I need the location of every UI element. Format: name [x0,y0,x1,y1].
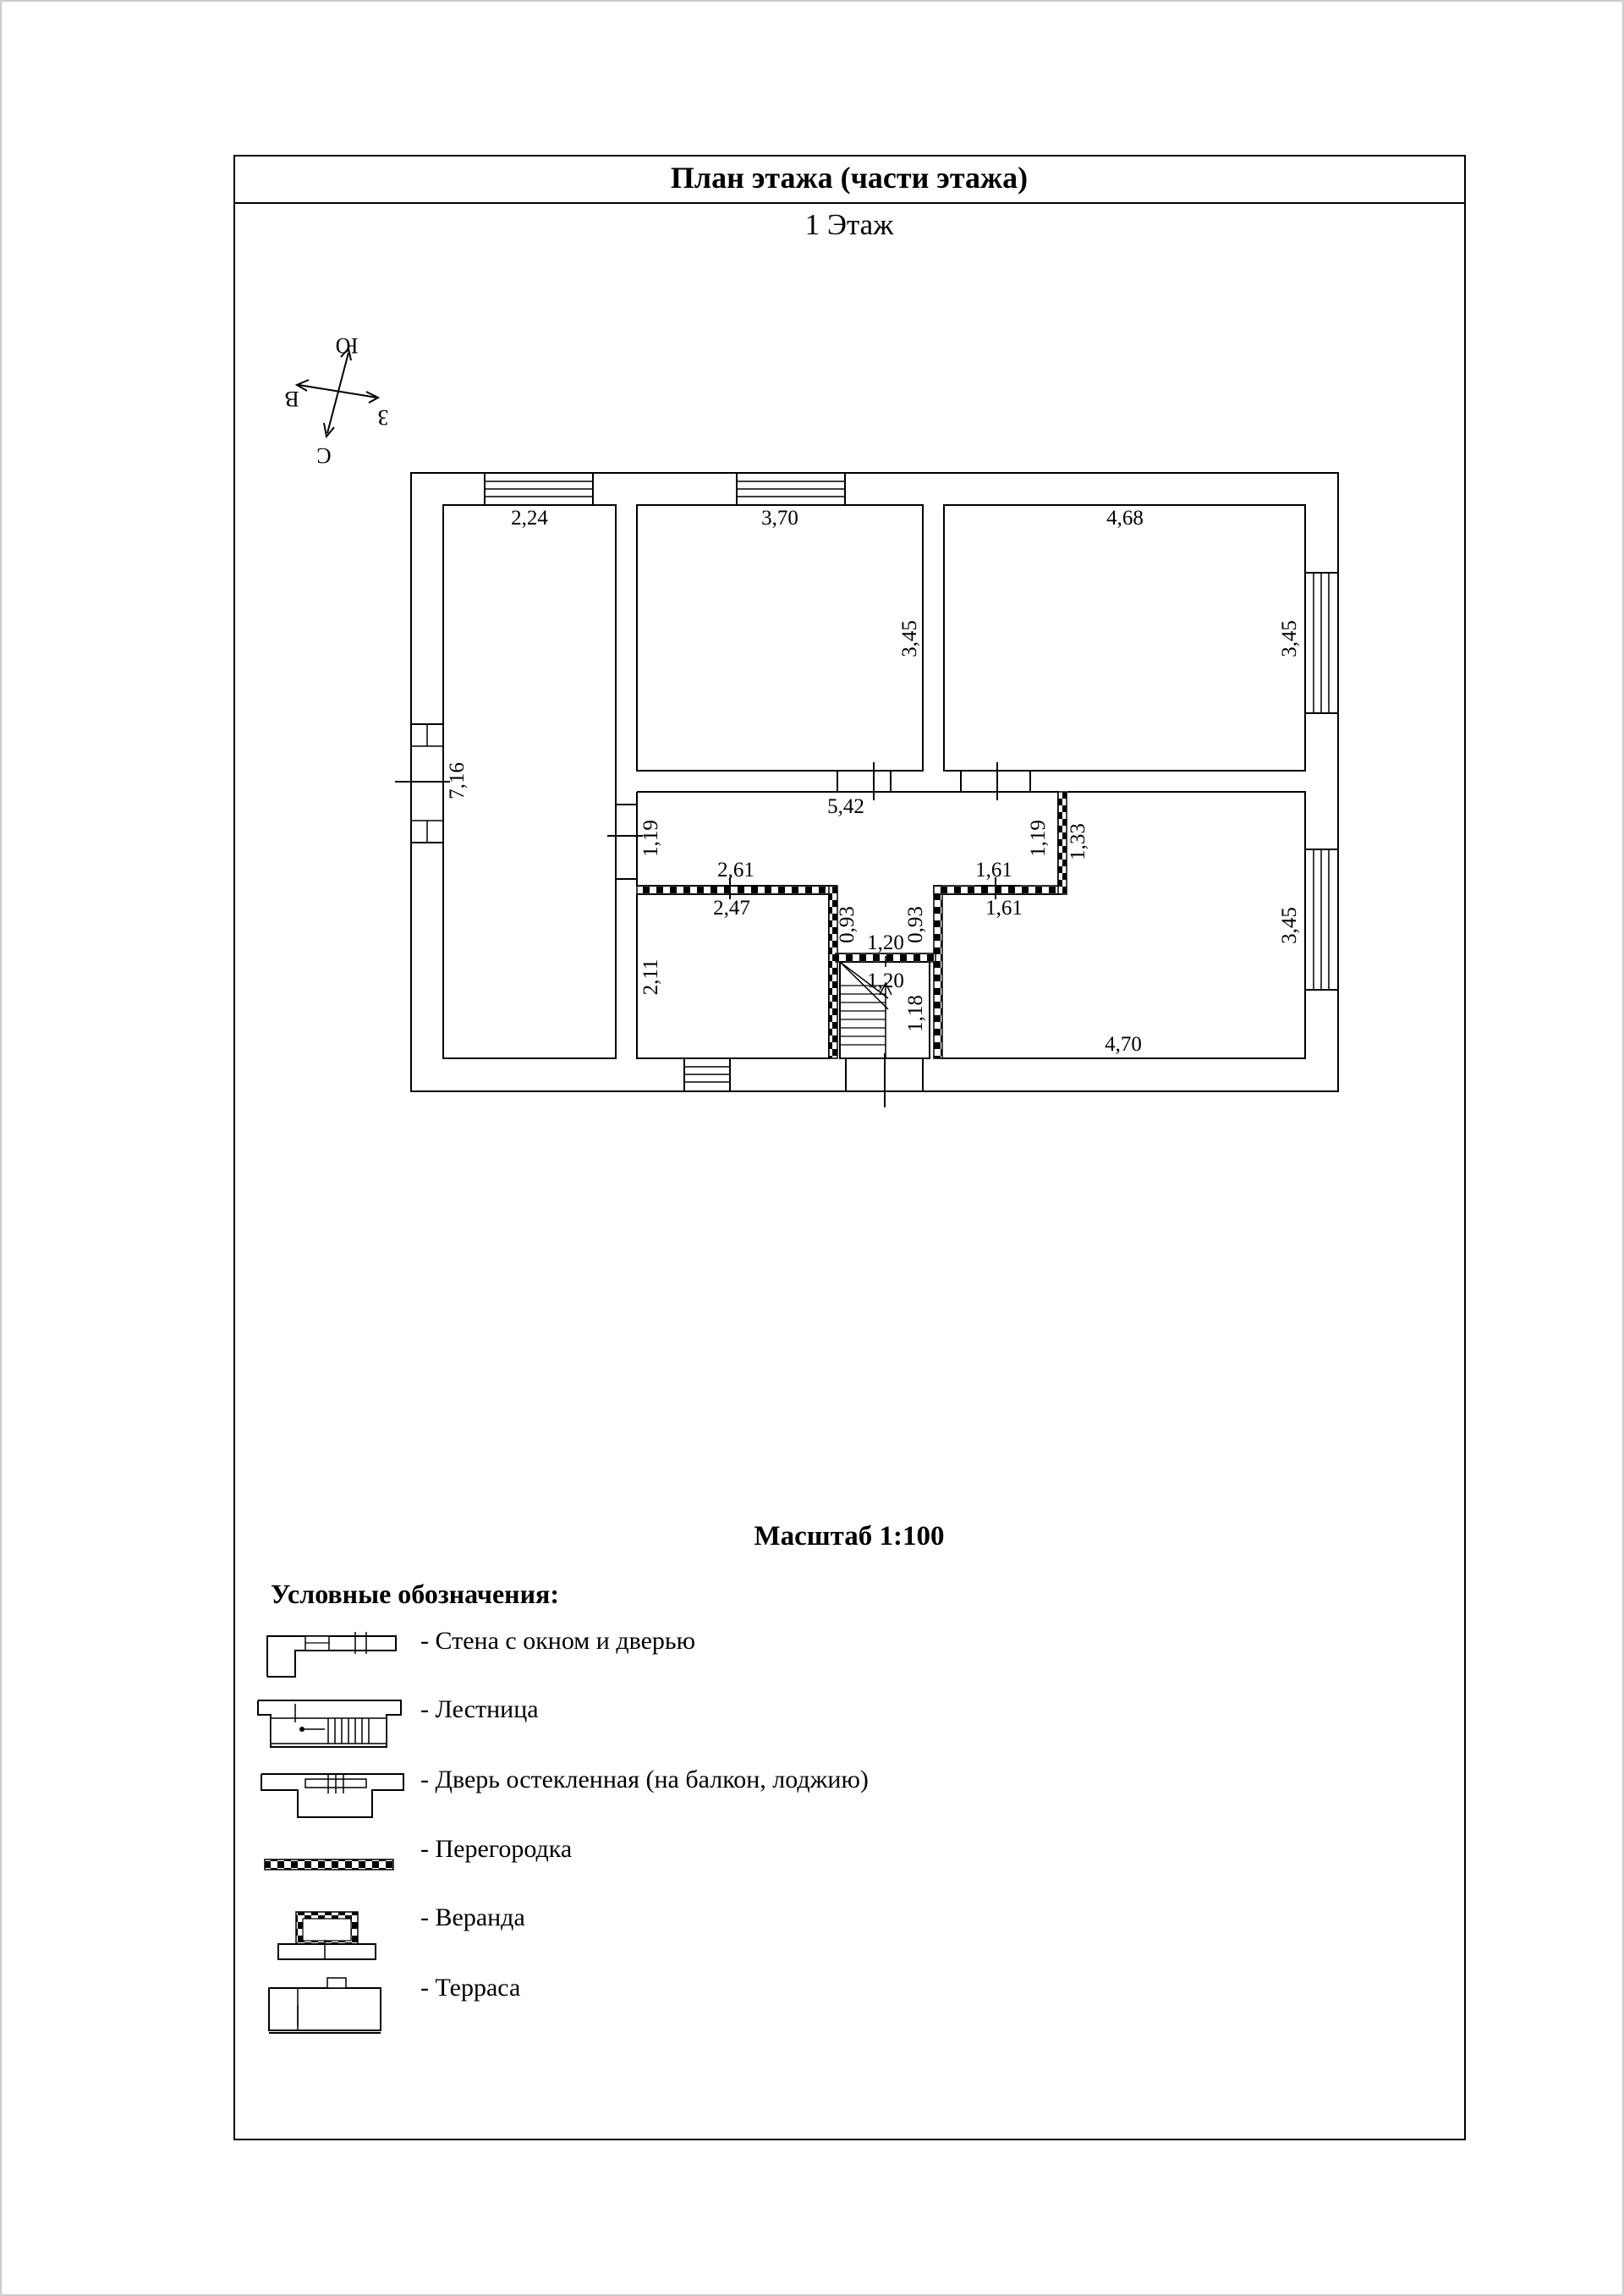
dim-partition-left: 2,61 [717,859,754,882]
legend-heading: Условные обозначения: [271,1579,559,1609]
glazed-door-icon [261,1773,403,1817]
legend-item [265,1835,572,1870]
window-top-1 [485,473,593,505]
building-plan [395,473,1338,1107]
legend-item [269,1974,520,2033]
room-1 [443,505,616,1058]
compass-south: Ю [335,333,359,358]
dim-hall-left-depth: 1,19 [639,820,662,857]
dim-stair-right: 0,93 [904,906,927,943]
window-right-1 [1305,573,1338,713]
compass-north: С [316,443,332,468]
dim-hall-right-depth: 1,19 [1027,820,1050,857]
dim-room1-length: 7,16 [446,762,469,799]
dim-room5-length: 3,45 [1278,907,1301,944]
image-border [1,1,1623,2295]
dim-room5-width: 4,70 [1105,1033,1142,1056]
dim-room2-length: 3,45 [898,620,921,657]
partition-left-horizontal [637,886,836,894]
dim-stair-width-top: 1,20 [867,931,904,954]
entrance-door [846,1053,923,1107]
dim-room2-width: 3,70 [761,507,798,530]
dim-room3-width: 4,68 [1106,507,1144,530]
glazed-door-left [395,724,450,843]
dim-room4-length: 2,11 [639,958,662,996]
window-bottom [684,1058,730,1091]
scale-label: Масштаб 1:100 [754,1521,945,1552]
hall-left-outline [637,792,836,1058]
dim-hall-width: 5,42 [827,795,864,818]
dim-room4-width: 2,47 [713,897,750,920]
window-right-2 [1305,849,1338,990]
floor-label: 1 Этаж [804,208,894,241]
dim-room1-width: 2,24 [511,507,548,530]
dim-room5-top: 1,61 [985,897,1023,920]
legend-label: - Перегородка [420,1835,573,1863]
legend-label: - Лестница [420,1695,539,1723]
dim-stair-width: 1,20 [867,969,904,992]
compass-west: З [377,405,389,430]
dim-stair-length: 1,18 [904,995,927,1032]
door-room1 [607,805,643,879]
legend-item [278,1903,525,1959]
legend-item [261,1766,869,1817]
door-room3 [961,762,1030,800]
window-top-2 [737,473,845,505]
legend-item [258,1695,539,1747]
partition-icon [265,1859,393,1870]
dim-partition-right: 1,61 [975,859,1012,882]
legend-item [267,1627,695,1677]
legend-label: - Веранда [420,1903,525,1931]
compass-east: В [284,387,299,411]
legend-label: - Терраса [420,1974,521,2002]
room-2 [637,505,923,771]
staircase-icon [258,1700,401,1747]
sheet-frame [234,156,1465,2139]
room-3 [944,505,1305,771]
room-5 [941,792,1305,1058]
veranda-icon [278,1912,376,1959]
legend-label: - Дверь остекленная (на балкон, лоджию) [420,1766,869,1793]
dim-stair-left: 0,93 [836,906,859,943]
partition-hall-right [1058,792,1067,894]
partition-stair-right [934,886,942,1058]
dim-hall-right-lower: 1,33 [1067,823,1089,860]
dim-room3-length: 3,45 [1278,620,1301,657]
compass-icon [284,333,388,468]
wall-window-door-icon [267,1632,396,1677]
terrace-icon [269,1978,381,2033]
page-title: План этажа (части этажа) [670,161,1029,195]
legend-label: - Стена с окном и дверью [420,1627,695,1655]
